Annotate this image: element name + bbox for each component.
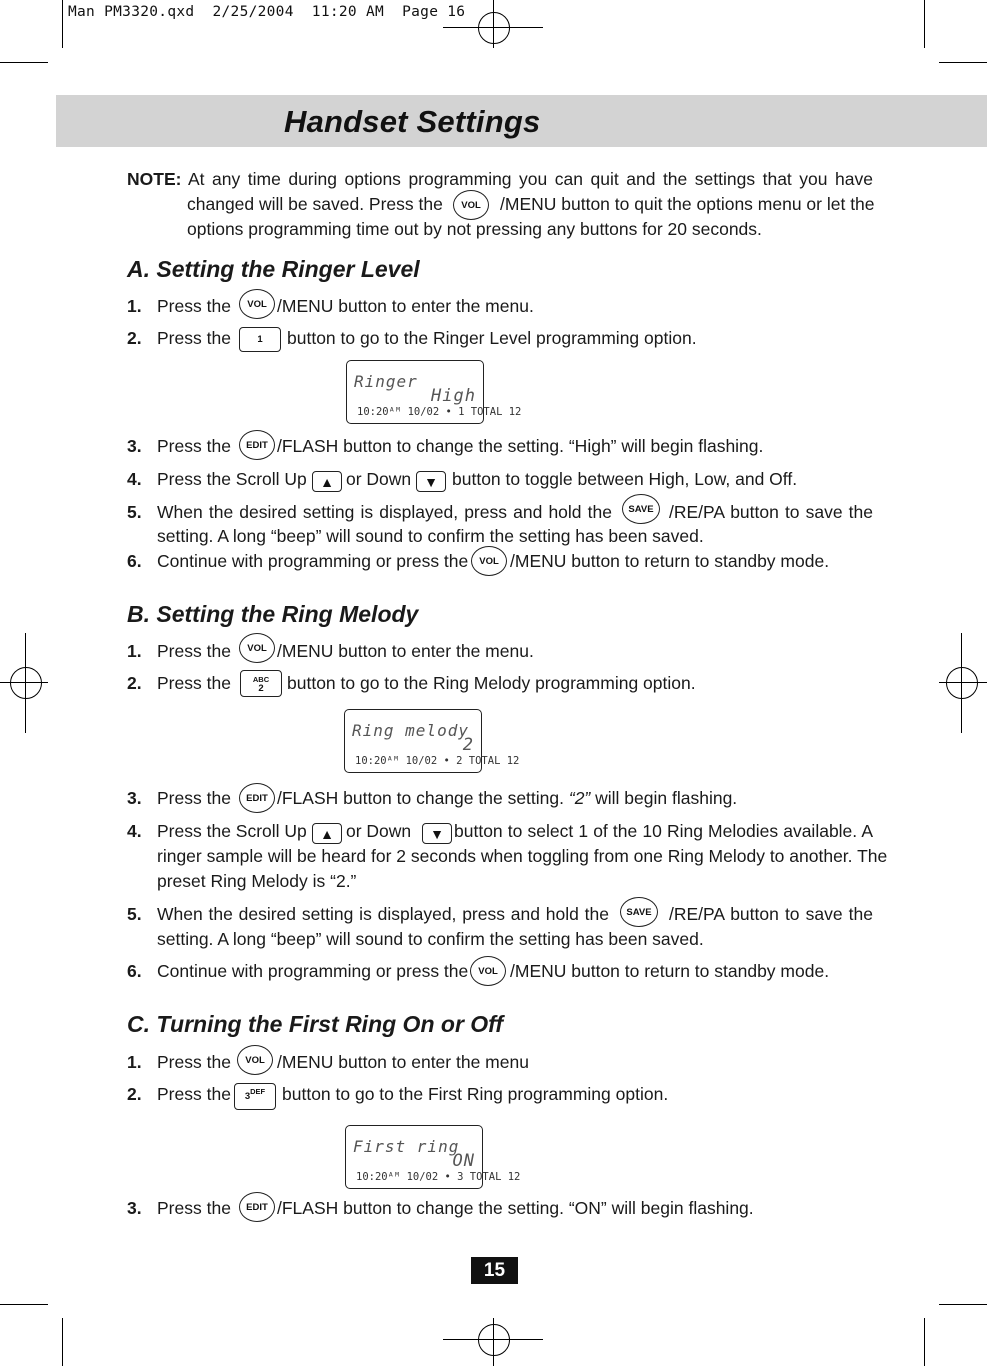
scroll-down-icon: ▼	[422, 823, 452, 844]
save-button-icon: SAVE	[620, 897, 658, 927]
step-text: Press the	[157, 1052, 231, 1072]
lcd-status-line: 10:20ᴬᴹ 10/02 • 2 TOTAL 12	[355, 755, 520, 767]
edit-button-icon: EDIT	[239, 1192, 275, 1222]
step-number: 1.	[127, 296, 142, 316]
lcd-status-line: 10:20ᴬᴹ 10/02 • 3 TOTAL 12	[356, 1171, 521, 1183]
section-b-heading: B. Setting the Ring Melody	[127, 601, 419, 627]
key-3-icon: 3 DEF	[234, 1083, 276, 1110]
step-number: 5.	[127, 904, 142, 924]
step-text: /MENU button to enter the menu.	[277, 641, 534, 661]
lcd-top-text: Ringer	[354, 372, 418, 391]
note-line-1: NOTE: At any time during options programming you can quit and the settings that you have	[127, 169, 873, 189]
step-text: /MENU button to return to standby mode.	[510, 961, 830, 981]
step-text: button to go to the First Ring programming option.	[282, 1084, 669, 1104]
step-number: 3.	[127, 788, 142, 808]
step-text: Continue with programming or press the	[157, 961, 469, 981]
vol-button-icon: VOL	[239, 633, 275, 663]
step-number: 4.	[127, 469, 142, 489]
step-text: Press the	[157, 673, 231, 693]
step-number: 6.	[127, 551, 142, 571]
step-text: Press the	[157, 296, 231, 316]
step-number: 2.	[127, 673, 142, 693]
lcd-top-text: First ring	[353, 1137, 460, 1156]
step-text: or Down	[346, 821, 412, 841]
lcd-display	[344, 709, 520, 773]
step-text: /RE/PA button to save the	[669, 502, 873, 522]
step-number: 4.	[127, 821, 142, 841]
step-text: When the desired setting is displayed, press and hold the	[157, 502, 612, 522]
key-1-icon: 1	[239, 327, 281, 352]
step-text: setting. A long “beep” will sound to confirm the setting has been saved.	[157, 526, 704, 546]
step-text: Press the	[157, 436, 231, 456]
step-text: Continue with programming or press the	[157, 551, 469, 571]
step-number: 6.	[127, 961, 142, 981]
file-slug: Man PM3320.qxd 2/25/2004 11:20 AM Page 16	[68, 4, 466, 20]
step-text: Press the	[157, 1084, 231, 1104]
lcd-top-text: Ring melody	[352, 721, 469, 740]
step-number: 1.	[127, 641, 142, 661]
note-line-3: options programming time out by not pressing any buttons for 20 seconds.	[187, 219, 762, 239]
vol-button-icon: VOL	[239, 289, 275, 319]
step-number: 2.	[127, 1084, 142, 1104]
step-text: Press the	[157, 1198, 231, 1218]
step-text: button to go to the Ringer Level programming option.	[287, 328, 697, 348]
page-title: Handset Settings	[284, 104, 541, 139]
lcd-value: ON	[452, 1151, 475, 1171]
section-c-heading: C. Turning the First Ring On or Off	[127, 1011, 504, 1037]
page-number: 15	[471, 1257, 518, 1284]
step-text: /MENU button to return to standby mode.	[510, 551, 830, 571]
vol-button-icon: VOL	[237, 1045, 273, 1075]
step-number: 5.	[127, 502, 142, 522]
edit-button-icon: EDIT	[239, 430, 275, 460]
vol-button-icon: VOL	[453, 190, 489, 220]
key-2-icon: ABC 2	[240, 670, 282, 697]
step-text: button to go to the Ring Melody programming option.	[287, 673, 696, 693]
note-line-2b: /MENU button to quit the options menu or let the	[500, 194, 875, 214]
step-number: 1.	[127, 1052, 142, 1072]
step-text: Press the Scroll Up	[157, 821, 307, 841]
vol-button-icon: VOL	[470, 956, 506, 986]
step-text: Press the Scroll Up	[157, 469, 307, 489]
step-text: preset Ring Melody is “2.”	[157, 871, 357, 891]
scroll-up-icon: ▲	[312, 471, 342, 492]
step-text: button to toggle between High, Low, and Off.	[452, 469, 798, 489]
note-line-2a: changed will be saved. Press the	[187, 194, 443, 214]
lcd-value: 2	[462, 735, 474, 755]
step-text: /FLASH button to change the setting. “ON” will begin flashing.	[277, 1198, 754, 1218]
step-text: /MENU button to enter the menu	[277, 1052, 529, 1072]
lcd-display	[346, 360, 522, 424]
step-text: or Down	[346, 469, 412, 489]
lcd-status-line: 10:20ᴬᴹ 10/02 • 1 TOTAL 12	[357, 406, 522, 418]
step-number: 3.	[127, 436, 142, 456]
step-text: Press the	[157, 328, 231, 348]
save-button-icon: SAVE	[622, 494, 660, 524]
step-text: /FLASH button to change the setting. “2” will begin flashing.	[277, 788, 738, 808]
scroll-up-icon: ▲	[312, 823, 342, 844]
section-a-heading: A. Setting the Ringer Level	[127, 256, 420, 282]
step-text: button to select 1 of the 10 Ring Melodies available. A	[454, 821, 873, 841]
scroll-down-icon: ▼	[416, 471, 446, 492]
step-text: Press the	[157, 788, 231, 808]
step-text: When the desired setting is displayed, press and hold the	[157, 904, 609, 924]
edit-button-icon: EDIT	[239, 783, 275, 813]
step-number: 2.	[127, 328, 142, 348]
lcd-value: High	[431, 386, 476, 406]
step-text: /FLASH button to change the setting. “High” will begin flashing.	[277, 436, 764, 456]
note-label: NOTE:	[127, 169, 182, 189]
vol-button-icon: VOL	[471, 546, 507, 576]
step-text: ringer sample will be heard for 2 seconds when toggling from one Ring Melody to another. The	[157, 846, 888, 866]
step-text: setting. A long “beep” will sound to confirm the setting has been saved.	[157, 929, 704, 949]
lcd-display	[345, 1125, 521, 1189]
step-text: /MENU button to enter the menu.	[277, 296, 534, 316]
step-text: Press the	[157, 641, 231, 661]
step-text: /RE/PA button to save the	[669, 904, 873, 924]
step-number: 3.	[127, 1198, 142, 1218]
